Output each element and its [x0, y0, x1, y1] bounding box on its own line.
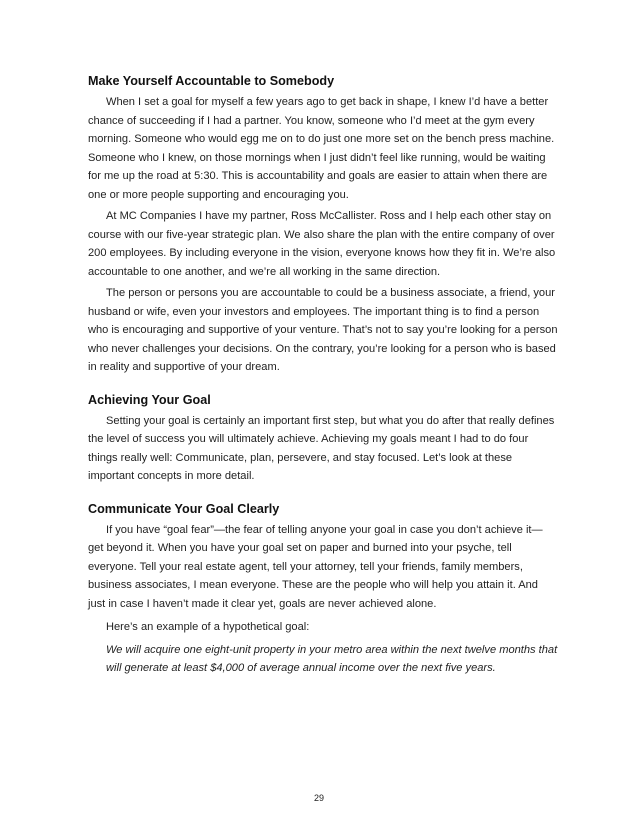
- page-number: 29: [313, 793, 324, 803]
- heading-communicate-goal: Communicate Your Goal Clearly: [88, 501, 280, 516]
- paragraph: At MC Companies I have my partner, Ross McCallister. Ross and I help each other stay on course with our five-year strategic plan. We also share the plan with the entire company of over 200 employees. By including everyone in the vision, everyone knows how they fit in. We’re also accountable to one another, and we’re all working in the same direction.: [88, 210, 556, 278]
- paragraph: Here’s an example of a hypothetical goal:: [106, 621, 310, 633]
- heading-accountable: Make Yourself Accountable to Somebody: [88, 74, 335, 88]
- paragraph: Setting your goal is certainly an important first step, but what you do after that really defines the level of success you will ultimately achieve. Achieving my goals meant I had to do four things really well: Communicate, plan, persevere, and stay focused. Let’s look at these important concepts in more detail.: [88, 414, 555, 482]
- paragraph: When I set a goal for myself a few years ago to get back in shape, I knew I’d have a better chance of succeeding if I had a partner. You know, someone who I’d meet at the gym every morning. Someone who would egg me on to do just one more set on the bench press machine. Someone who I knew, on those mornings when I just didn’t feel like running, would be waiting for me up the road at 5:30. This is accountability and goals are easier to attain when there are one or more people supporting and encouraging you.: [88, 96, 555, 201]
- paragraph: The person or persons you are accountable to could be a business associate, a friend, your husband or wife, even your investors and employees. The important thing is to find a person who is encouraging and supportive of your venture. That’s not to say you’re looking for a person who never challenges your decisions. On the contrary, you’re looking for a person who is based in reality and supportive of your dream.: [88, 287, 558, 373]
- example-goal-text: We will acquire one eight-unit property in your metro area within the next twelve months that will generate at least $4,000 of average annual income over the next five years.: [106, 643, 558, 674]
- heading-achieving-goal: Achieving Your Goal: [88, 392, 211, 407]
- paragraph: If you have “goal fear”—the fear of telling anyone your goal in case you don’t achieve it—get beyond it. When you have your goal set on paper and burned into your psyche, tell everyone. Tell your real estate agent, tell your attorney, tell your friends, family members, business associates, I mean everyone. These are the people who will help you attain it. And just in case I haven’t made it clear yet, goals are never achieved alone.: [88, 523, 543, 610]
- page-content: [88, 72, 558, 681]
